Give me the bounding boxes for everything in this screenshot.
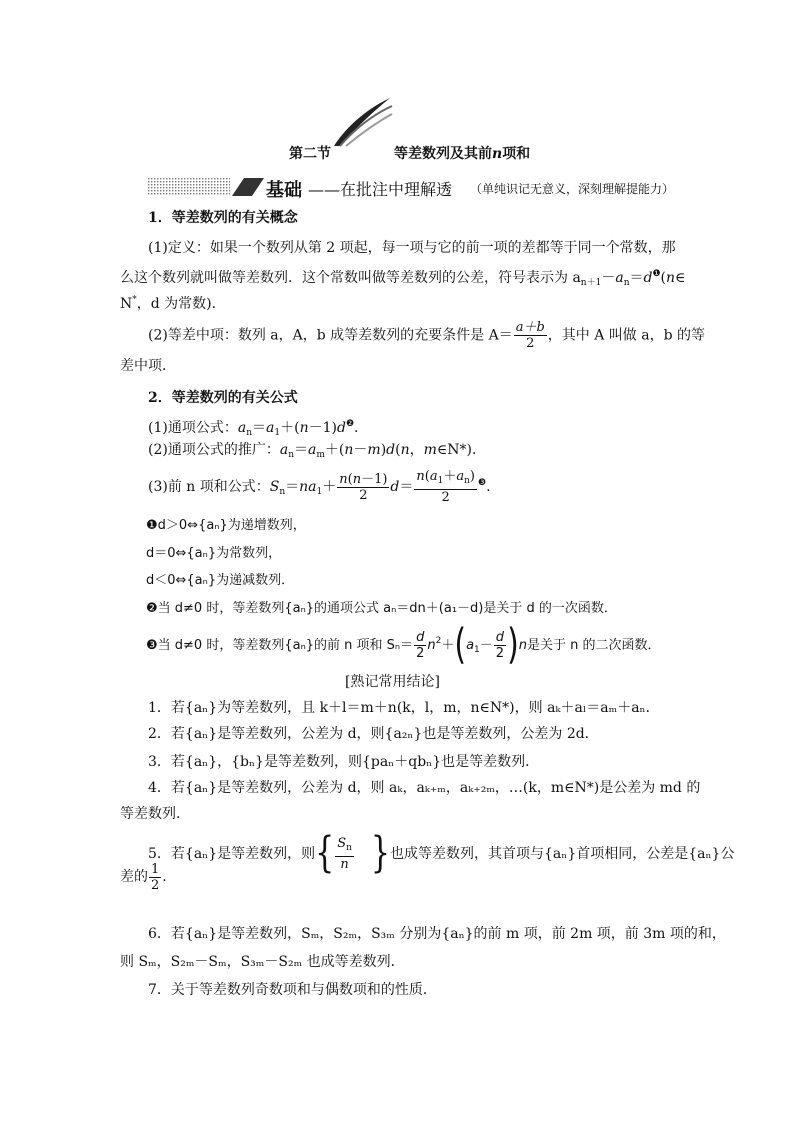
mid-fraction: $\frac{a+b}{2}$ bbox=[515, 320, 545, 351]
s1-mid-line1: (2)等差中项：数列 a，A，b 成等差数列的充要条件是 A＝ $\frac{a+b}{2}$ ，其中 A 叫做 a，b 的等 bbox=[148, 320, 706, 351]
s1-def-line2: 么这个数列就叫做等差数列．这个常数叫做等差数列的公差，符号表示为 $a_{n+1}-a_n=d^❶(n\in$ bbox=[120, 269, 686, 288]
s2-formula2: (2)通项公式的推广：$a_n=a_m+(n-m)d(n$，m∈N*)． bbox=[148, 442, 486, 460]
banner-paren: （单纯识记无意义，深刻理解提能力） bbox=[470, 182, 675, 196]
s1-mid-line2: 差中项． bbox=[120, 358, 176, 374]
conclusion-6-line1: 6．若{aₙ}是等差数列，Sₘ，S₂ₘ，S₃ₘ 分别为{aₙ}的前 m 项，前 2m 项，前 3m 项的和， bbox=[148, 926, 726, 942]
conclusion-1: 1．若{aₙ}为等差数列，且 k＋l＝m＋n(k，l，m，n∈N*)，则 aₖ＋aₗ＝aₘ＋aₙ． bbox=[148, 700, 660, 716]
swoosh-decoration bbox=[330, 96, 394, 148]
section-label: 第二节 bbox=[289, 146, 331, 162]
conclusion-6-line2: 则 Sₘ，S₂ₘ－Sₘ，S₃ₘ－S₂ₘ 也成等差数列． bbox=[120, 954, 405, 970]
banner bbox=[148, 176, 675, 201]
note-1: ❶d＞0⇔{aₙ}为递增数列， bbox=[146, 518, 306, 533]
s2-formula1: (1)通项公式：$a_n=a_1+(n-1)d^❷$. bbox=[148, 419, 359, 438]
s1-def-line1: (1)定义：如果一个数列从第 2 项起，每一项与它的前一项的差都等于同一个常数，那 bbox=[148, 240, 676, 256]
conclusion-7: 7．关于等差数列奇数项和与偶数项和的性质． bbox=[148, 982, 437, 998]
conclusion-3: 3．若{aₙ}，{bₙ}是等差数列，则{paₙ＋qbₙ}也是等差数列． bbox=[148, 754, 540, 770]
conclusion-5-line2: 差的 $\frac{1}{2}$ . bbox=[120, 861, 167, 893]
note-3: d＜0⇔{aₙ}为递减数列． bbox=[146, 573, 295, 588]
banner-dash: ——在批注中理解透 bbox=[308, 180, 453, 199]
conclusion-2: 2．若{aₙ}是等差数列，公差为 d，则{a₂ₙ}也是等差数列，公差为 2d． bbox=[148, 726, 599, 742]
s1-def-line3: N*，d 为常数)． bbox=[120, 295, 226, 312]
note-5: ❸当 d≠0 时，等差数列{aₙ}的前 n 项和 Sₙ＝ $\frac{d}{2}$ $n^2+(a_1-$ $\frac{d}{2}$ )n是关于 n 的二次函数． bbox=[146, 620, 661, 670]
conclusion-4-line2: 等差数列． bbox=[120, 806, 190, 822]
note-4: ❷当 d≠0 时，等差数列{aₙ}的通项公式 aₙ＝dn＋(a₁－d)是关于 d 的一次函数． bbox=[146, 601, 617, 616]
s1-heading: 1．等差数列的有关概念 bbox=[148, 210, 298, 226]
conclusions-heading: [熟记常用结论] bbox=[345, 674, 440, 690]
s2-formula3: (3)前 n 项和公式：$S_n=na_1+$ $\frac{n(n-1)}{2}$ d＝ $\frac{n(a_1+a_n)}{2}$ $^❸$. bbox=[148, 469, 491, 505]
section-title: 等差数列及其前n项和 bbox=[394, 146, 531, 162]
conclusion-4-line1: 4．若{aₙ}是等差数列，公差为 d，则 aₖ，aₖ₊ₘ，aₖ₊₂ₘ，…(k，m∈N*)是公差为 md 的 bbox=[148, 780, 701, 796]
banner-stripe-icon bbox=[148, 178, 264, 196]
s2-heading: 2．等差数列的有关公式 bbox=[148, 390, 298, 406]
note-2: d＝0⇔{aₙ}为常数列， bbox=[146, 546, 282, 561]
conclusion-5-line1: 5．若{aₙ}是等差数列，则{ $\frac{S_n}{n}$ }也成等差数列，其首项与{aₙ}首项相同，公差是{aₙ}公 bbox=[148, 828, 735, 878]
banner-main: 基础 bbox=[266, 180, 302, 201]
